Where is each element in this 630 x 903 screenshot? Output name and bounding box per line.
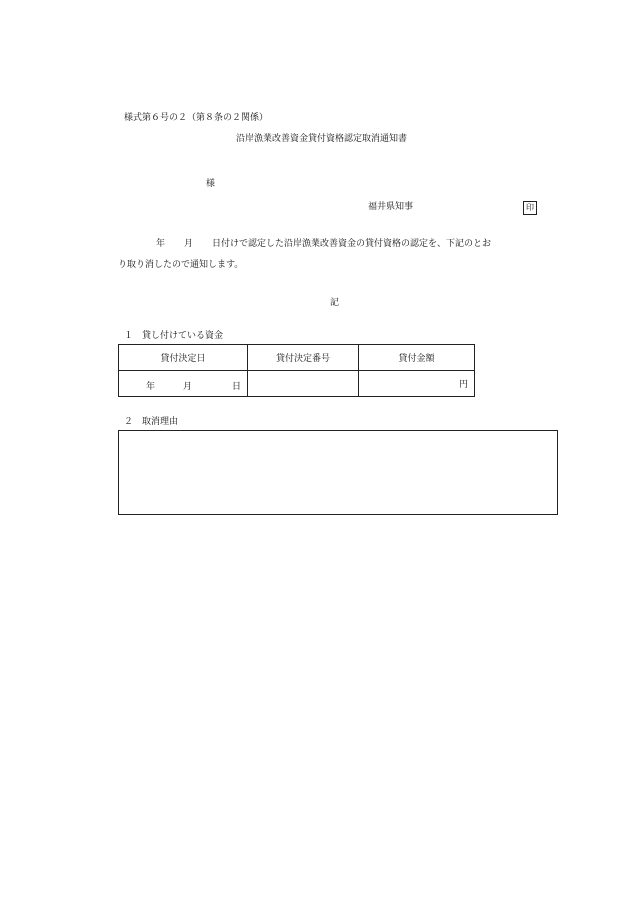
document-title: 沿岸漁業改善資金貸付資格認定取消通知書 <box>236 134 408 144</box>
body-line-1 <box>118 240 491 249</box>
date-year-unit: 年 <box>146 382 156 392</box>
table-row <box>119 371 475 397</box>
header-loan-decision-number: 貸付決定番号 <box>248 345 359 371</box>
ki-heading: 記 <box>330 298 340 308</box>
seal-stamp: 印 <box>523 201 537 215</box>
issuer-name: 福井県知事 <box>368 202 414 212</box>
body-line-1-text: 日付けで認定した沿岸漁業改善資金の貸付資格の認定を、下記のとお <box>212 239 492 249</box>
table-header-row <box>119 345 475 371</box>
body-year: 年 <box>156 239 166 249</box>
date-month-unit: 月 <box>183 382 193 392</box>
amount-unit: 円 <box>458 380 468 390</box>
section-1-heading: １ 貸し付けている資金 <box>124 331 224 341</box>
date-day-unit: 日 <box>232 382 242 392</box>
header-loan-amount: 貸付金額 <box>359 345 475 371</box>
loan-decision-date-cell[interactable] <box>119 371 248 397</box>
form-number: 様式第６号の２（第８条の２関係） <box>124 113 269 123</box>
loan-table <box>118 344 475 397</box>
loan-amount-cell[interactable] <box>359 371 475 397</box>
section-2-heading: ２ 取消理由 <box>124 417 179 427</box>
body-month: 月 <box>184 239 194 249</box>
header-loan-decision-date: 貸付決定日 <box>119 345 248 371</box>
body-line-2: り取り消したので通知します。 <box>118 260 244 270</box>
addressee-suffix: 様 <box>206 179 216 189</box>
loan-decision-number-cell[interactable] <box>248 371 359 397</box>
cancellation-reason-box[interactable] <box>118 430 558 515</box>
